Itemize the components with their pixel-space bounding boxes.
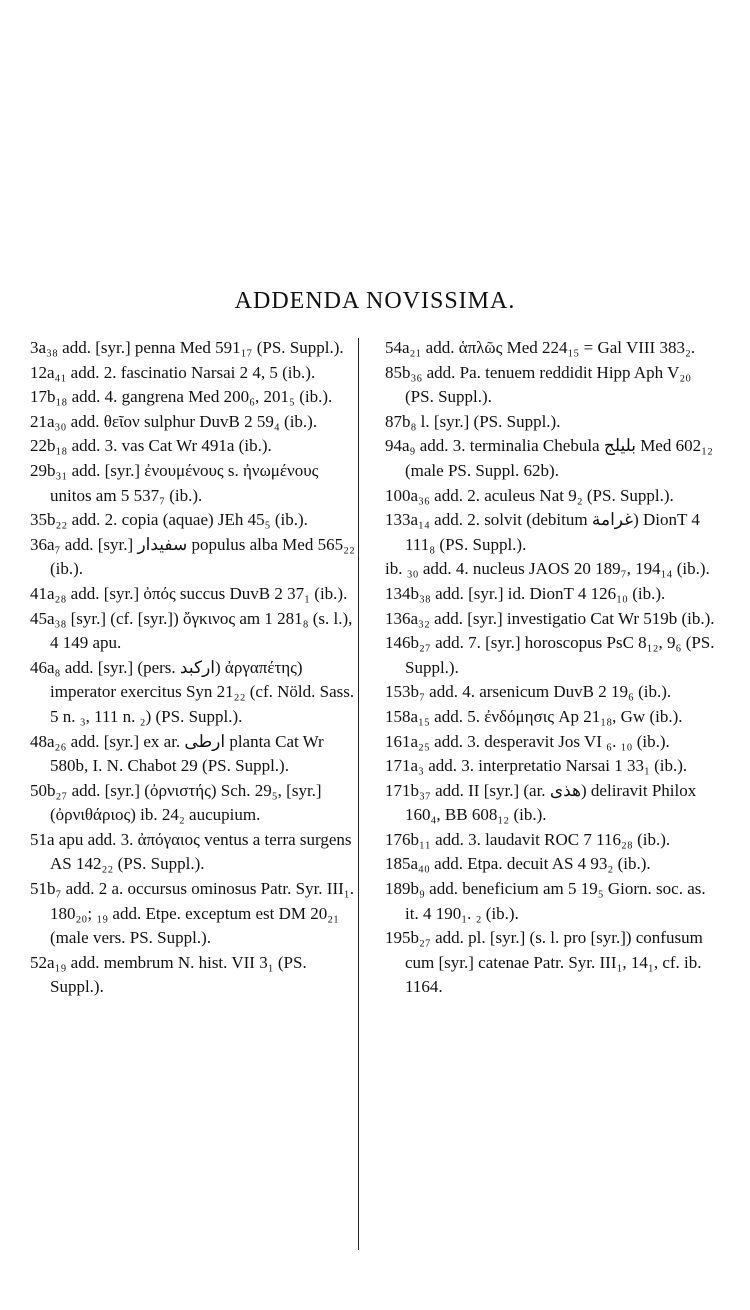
left-column [30,336,355,1000]
addenda-entry: 94a₉ add. 3. terminalia Chebula بليلج Med 602₁₂ (male PS. Suppl. 62b). [385,436,713,480]
addenda-entry: ib. ₃₀ add. 4. nucleus JAOS 20 189₇, 194₁₄ (ib.). [385,559,710,579]
addenda-entry: 29b₃₁ add. [syr.] ἐνουμένους s. ἠνωμένους unitos am 5 537₇ (ib.). [30,460,319,505]
addenda-entry: 161a₂₅ add. 3. desperavit Jos VI ₆. ₁₀ (ib.). [385,731,670,751]
addenda-entry: 36a₇ add. [syr.] سفيدار populus alba Med 565₂₂ (ib.). [30,534,355,579]
addenda-entry: 136a₃₂ add. [syr.] investigatio Cat Wr 519b (ib.). [385,608,715,628]
addenda-entry: 153b₇ add. 4. arsenicum DuvB 2 19₆ (ib.). [385,682,672,702]
addenda-entry: 54a₂₁ add. ἁπλῶς Med 224₁₅ = Gal VIII 383₂. [385,338,696,357]
addenda-entry: 171b₃₇ add. II [syr.] (ar. هذى) deliravit Philox 160₄, BB 608₁₂ (ib.). [385,780,697,825]
column-divider [358,338,359,1250]
addenda-entry: 51b₇ add. 2 a. occursus ominosus Patr. Syr. III₁. 180₂₀; ₁₉ add. Etpe. exceptum est DM 20₂₁ (male vers. PS. Suppl.). [30,879,354,948]
addenda-entry: 100a₃₆ add. 2. aculeus Nat 9₂ (PS. Suppl.). [385,485,674,505]
addenda-entry: 87b₈ l. [syr.] (PS. Suppl.). [385,411,561,431]
addenda-entry: 134b₃₈ add. [syr.] id. DionT 4 126₁₀ (ib.). [385,583,666,603]
addenda-entry: 50b₂₇ add. [syr.] (ὀρνιστής) Sch. 29₅, [syr.] (ὀρνιθάριος) ib. 24₂ aucupium. [30,780,322,825]
addenda-entry: 52a₁₉ add. membrum N. hist. VII 3₁ (PS. Suppl.). [30,952,307,997]
addenda-entry: 46a₈ add. [syr.] (pers. ارکبد) ἀργαπέτης) imperator exercitus Syn 21₂₂ (cf. Nöld. Sass. 5 n. ₃, 111 n. ₂) (PS. Suppl.). [30,657,355,726]
addenda-entry: 195b₂₇ add. pl. [syr.] (s. l. pro [syr.]) confusum cum [syr.] catenae Patr. Syr. III₁, 14₁, cf. ib. 1164. [385,928,703,997]
addenda-entry: 158a₁₅ add. 5. ἐνδόμησις Ap 21₁₈, Gw (ib.). [385,706,683,726]
addenda-entry: 12a₄₁ add. 2. fascinatio Narsai 2 4, 5 (ib.). [30,362,316,382]
addenda-entry: 85b₃₆ add. Pa. tenuem reddidit Hipp Aph V₂₀ (PS. Suppl.). [385,362,692,407]
addenda-entry: 48a₂₆ add. [syr.] ex ar. ارطى planta Cat Wr 580b, I. N. Chabot 29 (PS. Suppl.). [30,731,324,776]
addenda-entry: 41a₂₈ add. [syr.] ὀπός succus DuvB 2 37₁ (ib.). [30,583,348,603]
addenda-entry: 45a₃₈ [syr.] (cf. [syr.]) ὄγκινος am 1 281₈ (s. l.), 4 149 apu. [30,608,353,653]
right-column [385,336,720,1000]
addenda-entry: 146b₂₇ add. 7. [syr.] horoscopus PsC 8₁₂, 9₆ (PS. Suppl.). [385,633,715,677]
page-title: ADDENDA NOVISSIMA. [234,288,516,314]
addenda-entry: 3a₃₈ add. [syr.] penna Med 591₁₇ (PS. Suppl.). [30,338,344,357]
addenda-entry: 189b₉ add. beneficium am 5 19₅ Giorn. soc. as. it. 4 190₁. ₂ (ib.). [385,879,706,923]
addenda-entry: 171a₃ add. 3. interpretatio Narsai 1 33₁ (ib.). [385,756,688,776]
addenda-entry: 17b₁₈ add. 4. gangrena Med 200₆, 201₅ (ib.). [30,387,333,407]
addenda-entry: 21a₃₀ add. θεῖον sulphur DuvB 2 59₄ (ib.). [30,411,318,431]
addenda-entry: 133a₁₄ add. 2. solvit (debitum غرامة) DionT 4 111₈ (PS. Suppl.). [385,510,700,554]
addenda-entry: 22b₁₈ add. 3. vas Cat Wr 491a (ib.). [30,436,272,456]
addenda-entry: 51a apu add. 3. ἀπόγαιος ventus a terra surgens AS 142₂₂ (PS. Suppl.). [30,829,352,874]
addenda-entry: 35b₂₂ add. 2. copia (aquae) JEh 45₅ (ib.). [30,510,308,530]
addenda-entry: 176b₁₁ add. 3. laudavit ROC 7 116₂₈ (ib.). [385,829,671,849]
addenda-entry: 185a₄₀ add. Etpa. decuit AS 4 93₂ (ib.). [385,854,651,874]
